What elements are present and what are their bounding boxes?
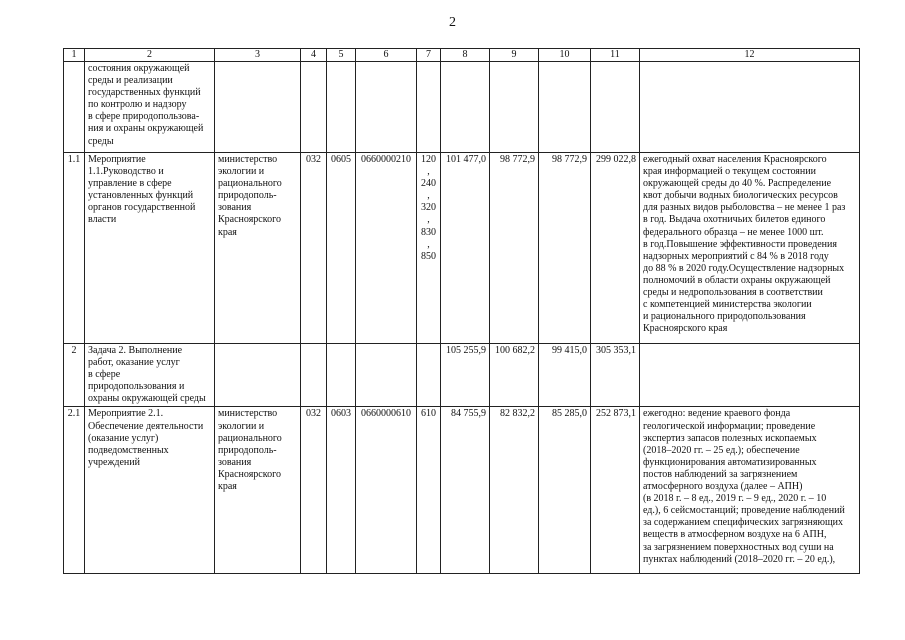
code-rzpr: 0605 bbox=[327, 153, 356, 344]
program-table bbox=[63, 48, 860, 574]
amount-col8 bbox=[441, 62, 490, 153]
amount-col9: 100 682,2 bbox=[490, 344, 539, 407]
table-row bbox=[64, 153, 860, 344]
responsible: министерство экологии и рационального природополь- зования Красноярского края bbox=[215, 153, 301, 344]
amount-col9: 98 772,9 bbox=[490, 153, 539, 344]
table-row bbox=[64, 407, 860, 574]
code-grbs bbox=[301, 62, 327, 153]
responsible bbox=[215, 344, 301, 407]
row-number: 2 bbox=[64, 344, 85, 407]
code-csr bbox=[356, 344, 417, 407]
expected-result bbox=[640, 344, 860, 407]
header-cell: 9 bbox=[490, 49, 539, 62]
header-cell: 7 bbox=[417, 49, 441, 62]
amount-col8: 84 755,9 bbox=[441, 407, 490, 574]
header-cell: 6 bbox=[356, 49, 417, 62]
item-name: состояния окружающей среды и реализации государственных функций по контролю и надзору в сфере природопользова- ния и охраны окружающей среды bbox=[85, 62, 215, 153]
item-name: Мероприятие 1.1.Руководство и управление в сфере установленных функций органов государственной власти bbox=[85, 153, 215, 344]
table-row bbox=[64, 62, 860, 153]
code-grbs: 032 bbox=[301, 153, 327, 344]
code-vr: 610 bbox=[417, 407, 441, 574]
amount-col11: 305 353,1 bbox=[591, 344, 640, 407]
header-cell: 1 bbox=[64, 49, 85, 62]
page-number: 2 bbox=[449, 15, 456, 30]
code-vr: 120, 240, 320, 830, 850 bbox=[417, 153, 441, 344]
code-vr bbox=[417, 344, 441, 407]
header-cell: 2 bbox=[85, 49, 215, 62]
amount-col8: 101 477,0 bbox=[441, 153, 490, 344]
amount-col9: 82 832,2 bbox=[490, 407, 539, 574]
code-csr bbox=[356, 62, 417, 153]
expected-result bbox=[640, 62, 860, 153]
row-number bbox=[64, 62, 85, 153]
code-csr: 0660000210 bbox=[356, 153, 417, 344]
code-vr bbox=[417, 62, 441, 153]
header-row bbox=[64, 49, 860, 62]
amount-col11: 252 873,1 bbox=[591, 407, 640, 574]
amount-col11: 299 022,8 bbox=[591, 153, 640, 344]
item-name: Задача 2. Выполнение работ, оказание услуг в сфере природопользования и охраны окружающей среды bbox=[85, 344, 215, 407]
table-row bbox=[64, 344, 860, 407]
item-name: Мероприятие 2.1. Обеспечение деятельности (оказание услуг) подведомственных учреждений bbox=[85, 407, 215, 574]
amount-col10: 98 772,9 bbox=[539, 153, 591, 344]
code-csr: 0660000610 bbox=[356, 407, 417, 574]
expected-result: ежегодно: ведение краевого фонда геологической информации; проведение экспертиз запасов полезных ископаемых (2018–2020 гг. – 25 ед.); обеспечение функционирования автоматизированных постов наблюдений за загрязнением атмосферного воздуха (далее – АПН) (в 2018 г. – 8 ед., 2019 г. – 9 ед., 2020 г. – 10 ед.), 6 сейсмостанций; проведение наблюдений за содержанием специфических загрязняющих веществ в атмосферном воздухе на 6 АПН, за загрязнением поверхностных вод суши на пунктах наблюдений (2018–2020 гг. – 20 ед.), bbox=[640, 407, 860, 574]
expected-result: ежегодный охват населения Красноярского края информацией о текущем состоянии окружающей среды до 40 %. Распределение квот добычи водных биологических ресурсов для разных видов рыболовства – не менее 1 раз в год. Выдача охотничьих билетов единого федерального образца – не менее 1000 шт. в год.Повышение эффективности проведения надзорных мероприятий с 84 % в 2018 году до 88 % в 2020 году.Осуществление надзорных полномочий в области охраны окружающей среды и недропользования в соответствии с компетенцией министерства экологии и рационального природопользования Красноярского края bbox=[640, 153, 860, 344]
header-cell: 8 bbox=[441, 49, 490, 62]
amount-col10: 99 415,0 bbox=[539, 344, 591, 407]
amount-col11 bbox=[591, 62, 640, 153]
header-cell: 3 bbox=[215, 49, 301, 62]
header-cell: 5 bbox=[327, 49, 356, 62]
row-number: 2.1 bbox=[64, 407, 85, 574]
code-rzpr bbox=[327, 62, 356, 153]
amount-col8: 105 255,9 bbox=[441, 344, 490, 407]
code-grbs bbox=[301, 344, 327, 407]
responsible: министерство экологии и рационального природополь- зования Красноярского края bbox=[215, 407, 301, 574]
row-number: 1.1 bbox=[64, 153, 85, 344]
header-cell: 4 bbox=[301, 49, 327, 62]
code-grbs: 032 bbox=[301, 407, 327, 574]
amount-col9 bbox=[490, 62, 539, 153]
code-rzpr bbox=[327, 344, 356, 407]
header-cell: 10 bbox=[539, 49, 591, 62]
header-cell: 12 bbox=[640, 49, 860, 62]
code-rzpr: 0603 bbox=[327, 407, 356, 574]
amount-col10 bbox=[539, 62, 591, 153]
header-cell: 11 bbox=[591, 49, 640, 62]
amount-col10: 85 285,0 bbox=[539, 407, 591, 574]
responsible bbox=[215, 62, 301, 153]
